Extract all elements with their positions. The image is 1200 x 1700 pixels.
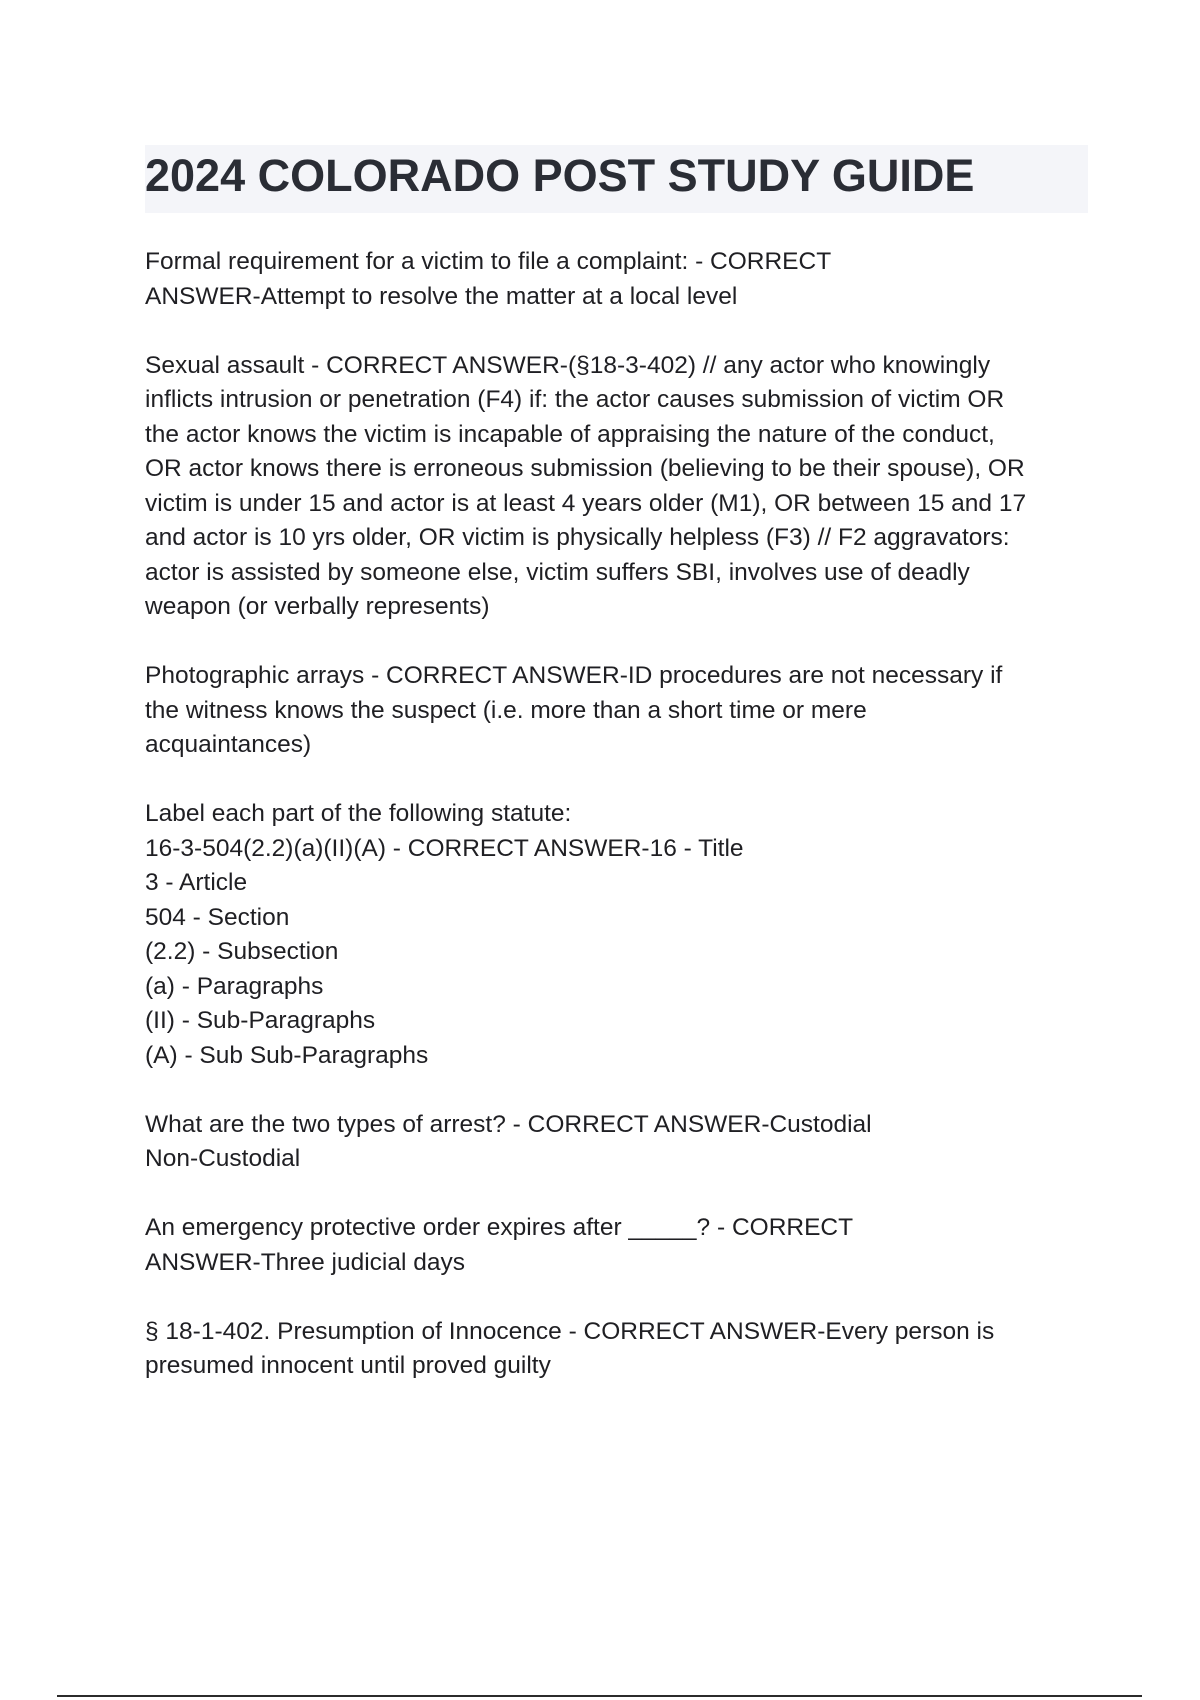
- entry-line: An emergency protective order expires after _____? - CORRECT: [145, 1214, 854, 1241]
- entry-line: acquaintances): [145, 731, 312, 758]
- entry-line: Sexual assault - CORRECT ANSWER-(§18-3-402) // any actor who knowingly: [145, 351, 991, 379]
- entry-line: ANSWER-Attempt to resolve the matter at a local level: [145, 282, 738, 310]
- entry-line: (a) - Paragraphs: [145, 972, 324, 1000]
- entry-line: (A) - Sub Sub-Paragraphs: [145, 1041, 429, 1069]
- entry-line: (2.2) - Subsection: [145, 938, 339, 965]
- entry-line: Formal requirement for a victim to file a complaint: - CORRECT: [145, 248, 832, 275]
- entry-line: the witness knows the suspect (i.e. more than a short time or mere: [145, 696, 867, 724]
- entry-line: the actor knows the victim is incapable of appraising the nature of the conduct,: [145, 420, 995, 448]
- study-guide-content: [145, 245, 1095, 1418]
- entry-line: weapon (or verbally represents): [145, 593, 490, 620]
- document-title: 2024 COLORADO POST STUDY GUIDE: [145, 150, 975, 201]
- entry-line: OR actor knows there is erroneous submission (believing to be their spouse), OR: [145, 455, 1025, 482]
- entry-line: ANSWER-Three judicial days: [145, 1248, 465, 1276]
- entry-line: 16-3-504(2.2)(a)(II)(A) - CORRECT ANSWER-16 - Title: [145, 834, 744, 862]
- page-bottom-rule: [57, 1695, 1142, 1697]
- qa-entry-protective-order: [145, 1211, 1095, 1280]
- qa-entry-presumption-of-innocence: [145, 1315, 1095, 1384]
- qa-entry-sexual-assault: [145, 349, 1095, 625]
- entry-line: presumed innocent until proved guilty: [145, 1352, 551, 1379]
- entry-line: What are the two types of arrest? - CORRECT ANSWER-Custodial: [145, 1110, 872, 1138]
- qa-entry-types-of-arrest: [145, 1108, 1095, 1177]
- entry-line: 504 - Section: [145, 903, 290, 931]
- qa-entry-complaint-requirement: [145, 245, 1095, 314]
- entry-line: victim is under 15 and actor is at least 4 years older (M1), OR between 15 and 17: [145, 489, 1027, 517]
- entry-line: Photographic arrays - CORRECT ANSWER-ID procedures are not necessary if: [145, 662, 1003, 689]
- entry-line: and actor is 10 yrs older, OR victim is physically helpless (F3) // F2 aggravators:: [145, 524, 1010, 551]
- entry-line: inflicts intrusion or penetration (F4) if: the actor causes submission of victim OR: [145, 386, 1005, 413]
- qa-entry-statute-labels: [145, 797, 1095, 1073]
- qa-entry-photographic-arrays: [145, 659, 1095, 763]
- entry-line: Non-Custodial: [145, 1145, 301, 1172]
- entry-line: (II) - Sub-Paragraphs: [145, 1007, 376, 1034]
- entry-line: § 18-1-402. Presumption of Innocence - CORRECT ANSWER-Every person is: [145, 1317, 995, 1345]
- entry-line: 3 - Article: [145, 869, 248, 896]
- entry-line: actor is assisted by someone else, victim suffers SBI, involves use of deadly: [145, 558, 970, 586]
- entry-line: Label each part of the following statute:: [145, 800, 572, 827]
